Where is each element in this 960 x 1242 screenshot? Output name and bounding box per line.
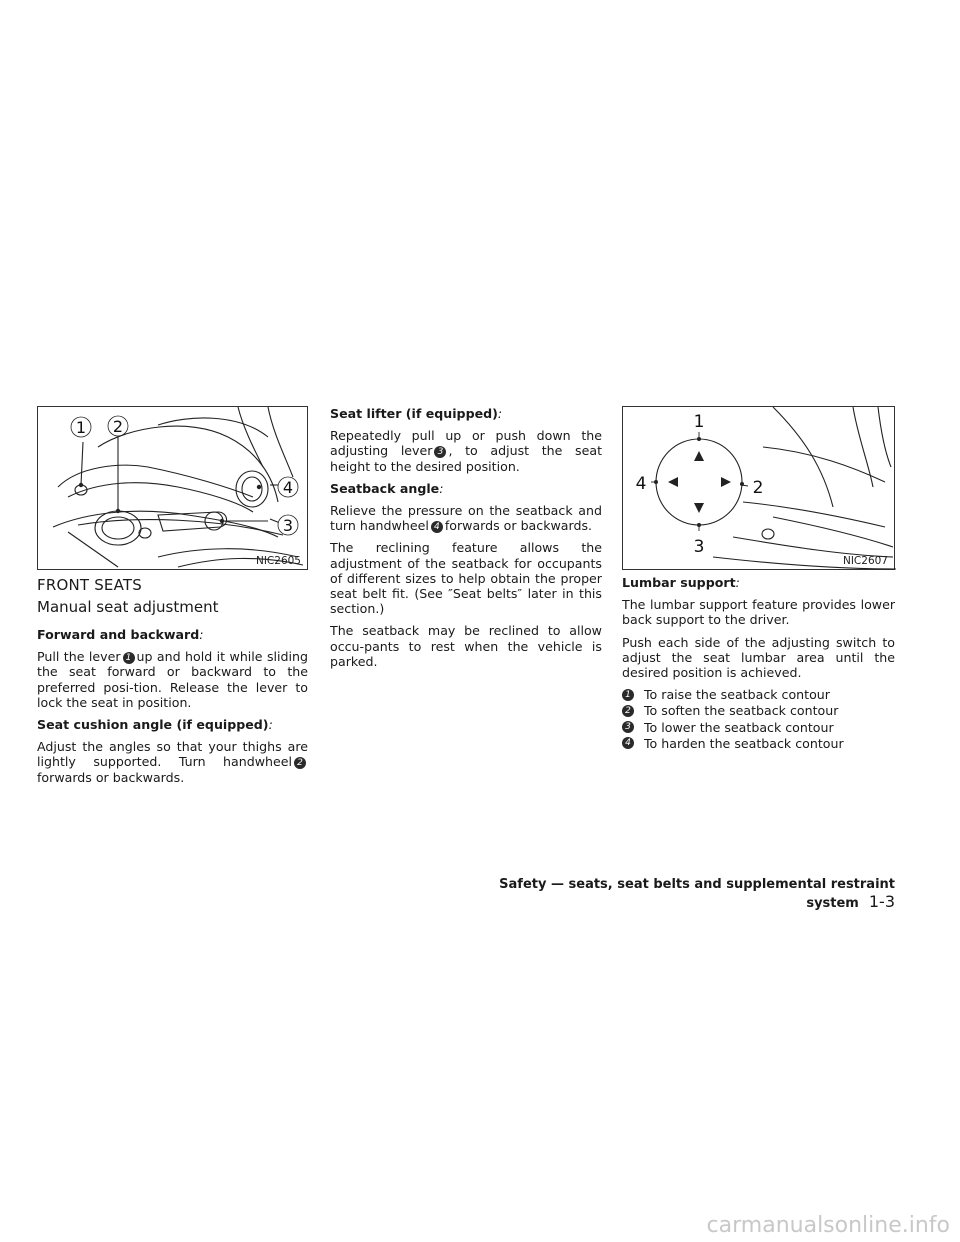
chapter-title: Safety — seats, seat belts and supplemental restraint system [499, 877, 895, 911]
callout-number: 3 [434, 446, 446, 458]
callout-number: 4 [622, 737, 634, 749]
paragraph-seatback: Relieve the pressure on the seatback and turn handwheel 4 forwards or backwards. [330, 503, 602, 534]
paragraph-cushion: Adjust the angles so that your thighs are lightly supported. Turn handwheel 2forwards or backwards. [37, 739, 308, 785]
list-item: 4 To harden the seatback contour [622, 736, 895, 751]
seat-adjust-illustration [37, 406, 308, 570]
page-footer [465, 877, 895, 911]
callout-number: 1 [622, 689, 634, 701]
section-subtitle: Manual seat adjustment [37, 598, 219, 616]
callout-number: 4 [431, 521, 443, 533]
callout-1: 1 [693, 412, 705, 432]
column-3: Lumbar support: The lumbar support feature provides lower back support to the driver. Push each side of the adjusting switch to adjust the seat lumbar area until the desired position is achieved. 1 To raise the seatback contour 2 To soften the seatback contour 3 To lower the seatback contour 4 To harden the seatback contour [622, 575, 895, 751]
paragraph-lifter: Repeatedly pull up or push down the adjusting lever 3 , to adjust the seat height to the desired position. [330, 428, 603, 474]
lumbar-list [622, 687, 895, 751]
callout-4: 4 [282, 478, 294, 497]
callout-3: 3 [693, 537, 705, 557]
callout-2: 2 [752, 478, 764, 498]
callout-number: 3 [622, 721, 634, 733]
column-2: Seat lifter (if equipped): Repeatedly pull up or push down the adjusting lever 3 , to adjust the seat height to the desired position. Seatback angle: Relieve the pressure on the seatback and turn handwheel 4 forwards or backwards. The reclining feature allows the adjustment of the seatback for occupants of different sizes to help obtain the proper seat belt fit. (See ″Seat belts″ later in this section.) The seatback may be reclined to allow occu-pants to rest when the vehicle is parked. [330, 406, 603, 669]
heading-forward: Forward and backward [37, 627, 200, 642]
heading-lifter: Seat lifter (if equipped) [330, 406, 498, 421]
paragraph-forward: Pull the lever 1 up and hold it while sliding the seat forward or backward to the preferred posi-tion. Release the lever to lock the seat in position. [37, 649, 309, 710]
paragraph-rest: The seatback may be reclined to allow occu-pants to rest when the vehicle is parked. [330, 623, 602, 669]
paragraph-push: Push each side of the adjusting switch to adjust the seat lumbar area until the desired position is achieved. [622, 634, 895, 681]
heading-seatback: Seatback angle [330, 480, 440, 496]
heading-cushion: Seat cushion angle (if equipped) [37, 717, 269, 733]
paragraph-reclining: The reclining feature allows the adjustment of the seatback for occupants of different sizes to help obtain the proper seat belt fit. (See ″Seat belts″ later in this section.) [330, 540, 602, 617]
callout-1: 1 [75, 418, 87, 437]
callout-3: 3 [282, 516, 294, 535]
page-number: 1-3 [868, 892, 895, 911]
callout-number: 2 [622, 705, 634, 717]
callout-2: 2 [112, 417, 124, 436]
column-1: Forward and backward: Pull the lever 1 up and hold it while sliding the seat forward or backward to the preferred posi-tion. Release the lever to lock the seat in position. Seat cushion angle (if equipped): Adjust the angles so that your thighs are lightly supported. Turn handwheel 2forwards or backwards. [37, 627, 309, 785]
lumbar-switch-illustration [622, 406, 895, 570]
section-title: FRONT SEATS [37, 576, 142, 594]
paragraph-lumbar: The lumbar support feature provides lower back support to the driver. [622, 597, 895, 628]
callout-number: 2 [294, 757, 306, 769]
callout-4: 4 [635, 474, 647, 494]
list-item: 1 To raise the seatback contour [622, 687, 895, 702]
list-item: 3 To lower the seatback contour [622, 720, 895, 735]
watermark: carmanualsonline.info [706, 1213, 950, 1238]
seat-diagram [38, 407, 309, 571]
list-item: 2 To soften the seatback contour [622, 703, 895, 718]
figure-code: NIC2607 [842, 555, 888, 567]
heading-lumbar: Lumbar support [622, 575, 736, 590]
figure-code: NIC2605 [255, 555, 301, 567]
lumbar-diagram [623, 407, 896, 571]
callout-number: 1 [123, 652, 135, 664]
